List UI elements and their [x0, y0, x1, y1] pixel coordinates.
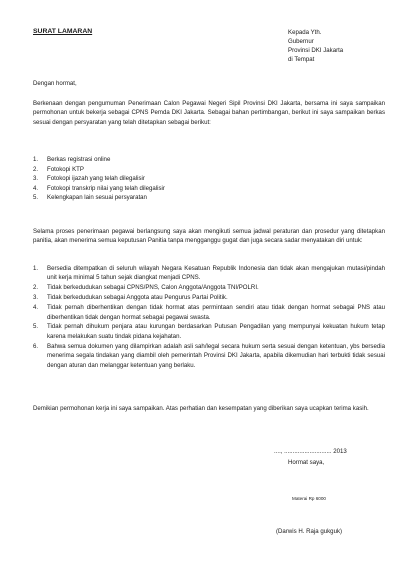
list-number: 5. [33, 323, 39, 331]
stamp-label: Materai Rp 6000 [292, 496, 326, 501]
list-item [33, 193, 385, 203]
list-number: 2. [33, 284, 39, 292]
list-text: Bahwa semua dokumen yang dilampirkan adalah asli sah/legal secara hukum serta sesuai dengan ketentuan, ybs bersedia menerima segala tindakan yang diambil oleh pemerintah Provinsi DKI Jakarta, apabila dikemudian hari terbukti tidak sesuai dengan aturan dan melanggar ketentuan yang berlaku. [47, 342, 385, 369]
list-text: Kelengkapan lain sesuai persyaratan [47, 194, 147, 202]
list-text: Fotokopi KTP [47, 165, 84, 173]
list-number: 3. [33, 294, 39, 302]
list-number: 3. [33, 175, 39, 183]
list-text: Bersedia ditempatkan di seluruh wilayah Negara Kesatuan Republik Indonesia dan tidak akan mengajukan mutasi/pindah unit kerja minimal 5 tahun sejak diangkat menjadi CPNS. [47, 265, 385, 282]
recipient-block [288, 28, 343, 64]
list-item [33, 283, 385, 292]
document-list [33, 155, 385, 203]
list-text: Berkas registrasi online [47, 156, 111, 163]
list-item [33, 322, 385, 341]
greeting: Dengan hormat, [33, 80, 77, 87]
date-line: ...., ............................ 2013 [274, 448, 347, 455]
list-text: Fotokopi ijazah yang telah dilegalisir [47, 175, 145, 183]
recipient-line: Provinsi DKI Jakarta [288, 47, 344, 54]
list-number: 4. [33, 184, 39, 192]
regards-text: Hormat saya, [288, 459, 325, 466]
recipient-line: Kepada Yth. [288, 29, 322, 36]
list-item [33, 155, 385, 165]
list-number: 6. [33, 342, 39, 350]
list-item [33, 293, 385, 302]
list-number: 5. [33, 194, 39, 202]
list-text: Tidak berkedudukan sebagai CPNS/PNS, Calon Anggota/Anggota TNI/POLRI. [47, 284, 259, 292]
list-text: Tidak pernah dihukum penjara atau kurungan berdasarkan Putusan Pengadilan yang mempunyai kekuatan hukum tetap karena melakukan suatu tindak pidana kejahatan. [47, 323, 385, 340]
recipient-line: Gubernur [288, 38, 314, 45]
list-item [33, 264, 385, 283]
list-text: Tidak pernah diberhentikan dengan tidak hormat atas permintaan sendiri atau tidak dengan hormat sebagai PNS atau diberhentikan tidak dengan hormat sebagai pegawai swasta. [47, 304, 385, 321]
closing-paragraph: Demikian permohonan kerja ini saya sampaikan. Atas perhatian dan kesempatan yang diberikan saya ucapkan terima kasih. [33, 405, 369, 412]
list-text: Tidak berkedudukan sebagai Anggota atau Pengurus Partai Politik. [47, 294, 228, 302]
list-item [33, 174, 385, 184]
list-number: 4. [33, 304, 39, 312]
list-item [33, 165, 385, 175]
statement-intro-paragraph: Selama proses penerimaan pegawai berlangsung saya akan mengikuti semua jadwal peraturan dan prosedur yang ditetapkan panitia, akan menerima semua keputusan Panitia tanpa mengganggu gugat dan juga secara sadar menyatakan diri untuk: [33, 228, 385, 245]
signatory-name: (Darwis H. Raja gukguk) [276, 528, 343, 535]
list-text: Fotokopi transkrip nilai yang telah dilegalisir [47, 184, 165, 192]
list-number: 2. [33, 165, 39, 173]
recipient-line: di Tempat [288, 56, 315, 63]
letter-title: SURAT LAMARAN [33, 28, 93, 35]
list-item [33, 303, 385, 322]
intro-paragraph: Berkenaan dengan pengumuman Penerimaan Calon Pegawai Negeri Sipil Provinsi DKI Jakarta, bersama ini saya sampaikan permohonan untuk bekerja sebagai CPNS Pemda DKI Jakarta. Sebagai bahan pertimbangan, berikut ini saya sampaikan berkas sesuai dengan persyaratan yang telah ditetapkan sebagai berikut: [33, 100, 385, 126]
list-item [33, 184, 385, 194]
list-item [33, 342, 385, 370]
list-number: 1. [33, 265, 39, 272]
statement-list [33, 264, 385, 370]
list-number: 1. [33, 156, 39, 163]
